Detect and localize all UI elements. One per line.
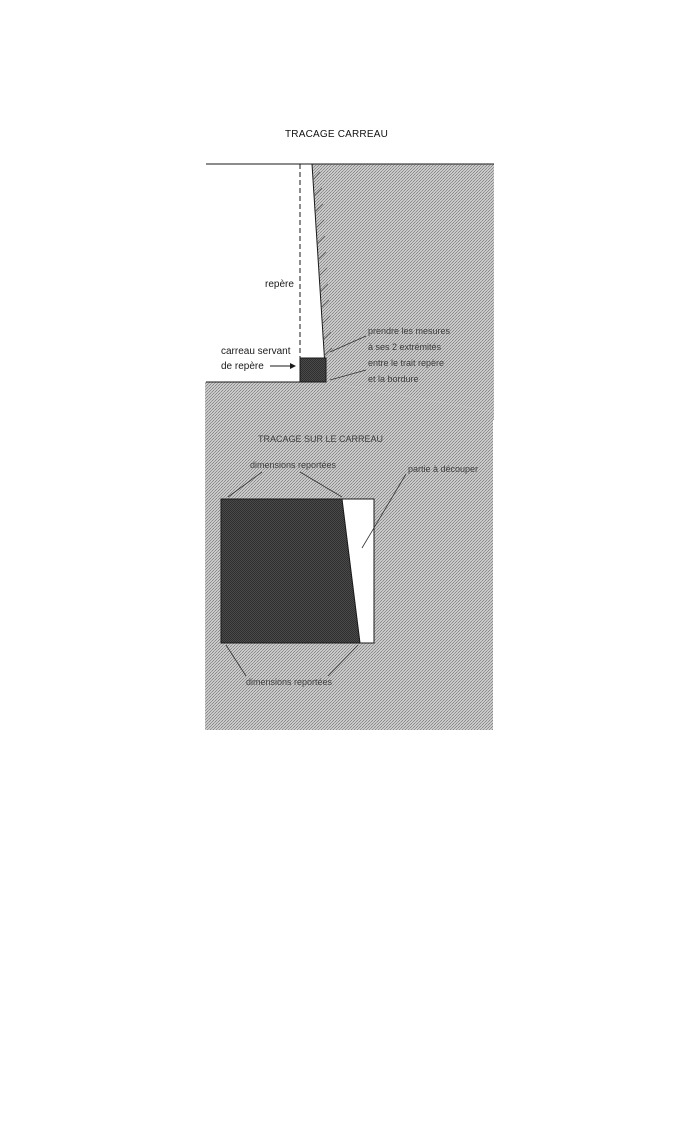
arrow-head-icon [290,363,296,369]
reference-tile [300,358,326,382]
traced-tile [221,499,360,643]
diagram-title: TRACAGE CARREAU [285,129,389,140]
note-line2: à ses 2 extrémités [368,342,442,352]
note-line3: entre le trait repère [368,358,445,368]
bottom-subtitle: TRACAGE SUR LE CARREAU [258,434,384,444]
note-line4: et la bordure [368,374,419,384]
label-repere: repère [265,279,294,290]
label-carreau-line1: carreau servant [221,346,291,357]
label-dimensions-bottom: dimensions reportées [246,677,333,687]
label-partie: partie à découper [408,464,479,474]
bottom-panel [205,418,493,730]
note-line1: prendre les mesures [368,326,451,336]
top-panel [205,164,494,420]
label-dimensions-top: dimensions reportées [250,460,337,470]
label-carreau-line2: de repère [221,361,264,372]
